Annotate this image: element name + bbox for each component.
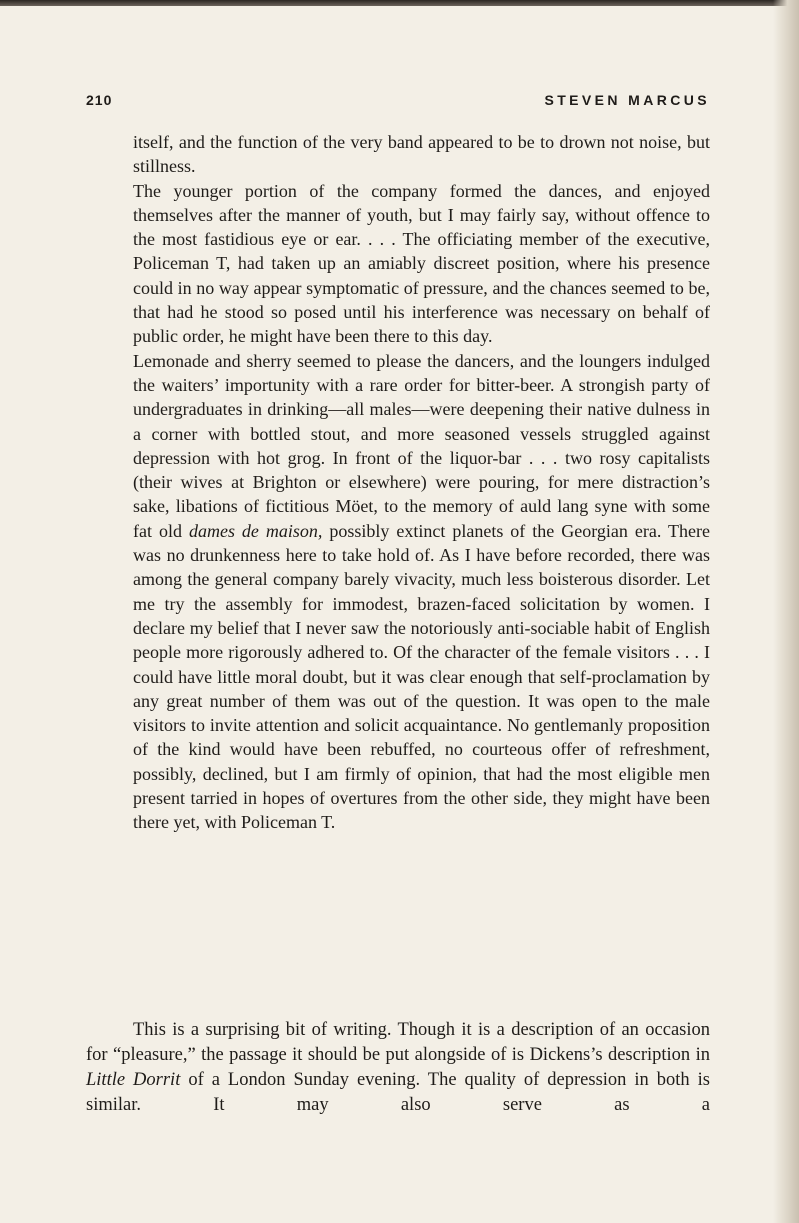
quote-paragraph: The younger portion of the company formed the dances, and enjoyed themselves after the manner of youth, but I may fairly say, without offence to the most fastidious eye or ear. . . . The officiating member of the executive, Policeman T, had taken up an amiably discreet position, where his presence could in no way appear symptomatic of pressure, and the chances seemed to be, that had he stood so posed until his interference was necessary on behalf of public order, he might have been there to this day. — [133, 180, 710, 347]
quote-text: possibly extinct planets of the Georgian era. There was no drunkenness here to take hold of. As I have before recorded, there was among the general company barely vivacity, much less boisterous disorder. Let me try the assembly for immodest, brazen-faced solicitation by women. I declare my belief that I never saw the notoriously anti-sociable habit of English people more rigorously adhered to. Of the character of the female visitors . . . I could have little moral doubt, but it was clear enough that self-proclamation by any great number of them was out of the question. It was open to the male visitors to invite attention and solicit acquaintance. No gentlemanly proposition of the kind would have been rebuffed, no courteous offer of refreshment, possibly, declined, but I am firmly of opinion, that had the most eligible men present tarried in hopes of overtures from the other side, they might have been there yet, with Policeman T. — [133, 520, 710, 833]
running-head-author: STEVEN MARCUS — [544, 92, 710, 108]
quote-paragraph: itself, and the function of the very band appeared to be to drown not noise, but stillness. — [133, 132, 710, 177]
running-head — [86, 92, 710, 114]
top-edge-rule — [0, 0, 799, 6]
block-quotation — [133, 130, 710, 835]
page-number: 210 — [86, 92, 113, 108]
book-title-italic: Little Dorrit — [86, 1070, 181, 1090]
quote-text: Lemonade and sherry seemed to please the dancers, and the loungers indulged the waiters’ importunity with a rare order for bitter-beer. A strongish party of undergraduates in drinking—all males—were deepening their native dulness in a corner with bottled stout, and more seasoned vessels struggled against depression with hot grog. In front of the liquor-bar . . . two rosy capitalists (their wives at Brighton or elsewhere) were pouring, for mere distraction’s sake, libations of fictitious Möet, to the memory of auld lang syne with some fat old — [133, 350, 710, 541]
body-text-run: This is a surprising bit of writing. Though it is a description of an occasion for “pleasure,” the passage it should be put alongside of is Dickens’s description in — [86, 1020, 710, 1065]
italic-phrase: dames de maison, — [188, 520, 323, 541]
body-text — [86, 1018, 710, 1118]
body-paragraph — [86, 1018, 710, 1118]
page-edge-shadow — [773, 0, 799, 1223]
quote-paragraph — [133, 349, 710, 835]
body-text-run: of a London Sunday evening. The quality of depression in both is similar. It may also serve as a — [86, 1070, 710, 1115]
